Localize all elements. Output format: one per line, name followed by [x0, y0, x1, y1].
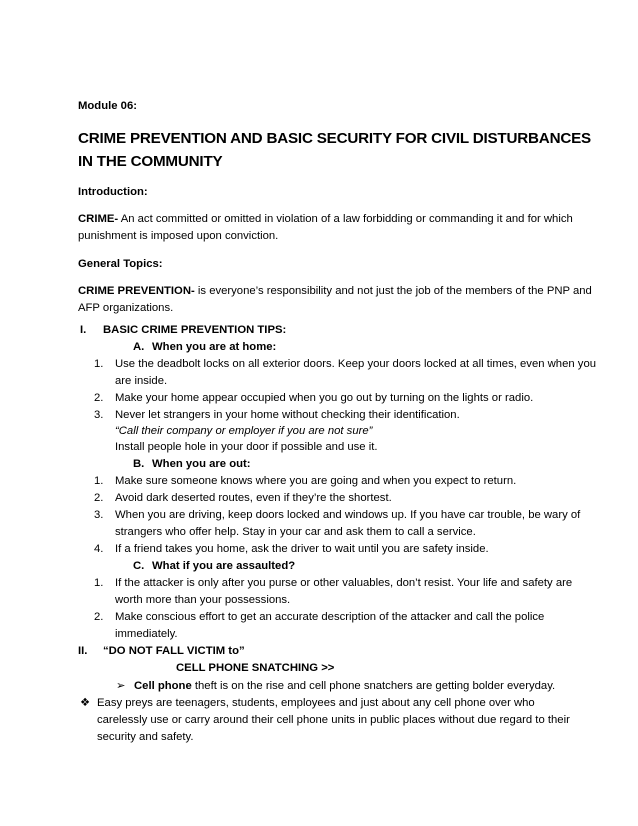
cell-phone-term: Cell phone — [134, 680, 192, 692]
diamond-item-line-3: security and safety. — [97, 731, 194, 743]
arrow-bullet-icon: ➢ — [116, 680, 126, 692]
page-title-line-2: IN THE COMMUNITY — [78, 153, 223, 170]
sub-b-title: When you are out: — [152, 458, 251, 470]
sub-c-title: What if you are assaulted? — [152, 560, 296, 572]
b4-line-1: If a friend takes you home, ask the driver to wait until you are safety inside. — [115, 543, 489, 555]
crime-definition-line-1 — [78, 211, 573, 228]
diamond-bullet-icon: ❖ — [80, 697, 91, 709]
page-title-line-1: CRIME PREVENTION AND BASIC SECURITY FOR CIVIL DISTURBANCES — [78, 130, 591, 147]
module-label: Module 06: — [78, 100, 137, 112]
section-1-title: BASIC CRIME PREVENTION TIPS: — [103, 324, 287, 336]
crime-prevention-line-2: AFP organizations. — [78, 302, 174, 314]
b4-marker: 4. — [94, 543, 104, 555]
section-2-marker: II. — [78, 645, 88, 657]
b2-line-1: Avoid dark deserted routes, even if they’re the shortest. — [115, 492, 392, 504]
sub-a-marker: A. — [133, 341, 145, 353]
sub-b-marker: B. — [133, 458, 145, 470]
general-topics-heading: General Topics: — [78, 258, 163, 270]
intro-heading: Introduction: — [78, 186, 148, 198]
crime-definition-line-2: punishment is imposed upon conviction. — [78, 230, 279, 242]
a3-quote: “Call their company or employer if you are not sure” — [115, 425, 373, 437]
c1-line-1: If the attacker is only after you purse or other valuables, don’t resist. Your life and safety are — [115, 577, 573, 589]
a2-line-1: Make your home appear occupied when you go out by turning on the lights or radio. — [115, 392, 534, 404]
section-2-title: “DO NOT FALL VICTIM to” — [103, 645, 245, 657]
a3-line-1: Never let strangers in your home without checking their identification. — [115, 409, 460, 421]
crime-prevention-text: is everyone’s responsibility and not just the job of the members of the PNP and — [197, 285, 592, 297]
b3-line-2: strangers who offer help. Stay in your car and ask them to call a service. — [115, 526, 476, 538]
b3-marker: 3. — [94, 509, 104, 521]
b3-line-1: When you are driving, keep doors locked and windows up. If you have car trouble, be wary of — [115, 509, 581, 521]
diamond-item-line-1: Easy preys are teenagers, students, employees and just about any cell phone over who — [97, 697, 535, 709]
a3-install: Install people hole in your door if possible and use it. — [115, 441, 378, 453]
c2-line-2: immediately. — [115, 628, 178, 640]
crime-term: CRIME- — [78, 213, 119, 225]
section-2-subtitle: CELL PHONE SNATCHING >> — [176, 662, 335, 674]
arrow-item — [134, 678, 555, 695]
c2-marker: 2. — [94, 611, 104, 623]
a3-marker: 3. — [94, 409, 104, 421]
b1-marker: 1. — [94, 475, 104, 487]
a1-line-1: Use the deadbolt locks on all exterior doors. Keep your doors locked at all times, even when you — [115, 358, 597, 370]
b2-marker: 2. — [94, 492, 104, 504]
crime-definition-text: An act committed or omitted in violation of a law forbidding or commanding it and for which — [120, 213, 573, 225]
crime-prevention-line-1 — [78, 283, 592, 300]
section-1-marker: I. — [80, 324, 87, 336]
sub-c-marker: C. — [133, 560, 145, 572]
a1-marker: 1. — [94, 358, 104, 370]
diamond-item-line-2: carelessly use or carry around their cell phone units in public places without due regard to their — [97, 714, 570, 726]
a1-line-2: are inside. — [115, 375, 168, 387]
crime-prevention-term: CRIME PREVENTION- — [78, 285, 195, 297]
c1-line-2: worth more than your possessions. — [115, 594, 291, 606]
b1-line-1: Make sure someone knows where you are going and when you expect to return. — [115, 475, 517, 487]
arrow-item-text: theft is on the rise and cell phone snatchers are getting bolder everyday. — [194, 680, 556, 692]
c1-marker: 1. — [94, 577, 104, 589]
c2-line-1: Make conscious effort to get an accurate description of the attacker and call the police — [115, 611, 545, 623]
sub-a-title: When you are at home: — [152, 341, 277, 353]
a2-marker: 2. — [94, 392, 104, 404]
